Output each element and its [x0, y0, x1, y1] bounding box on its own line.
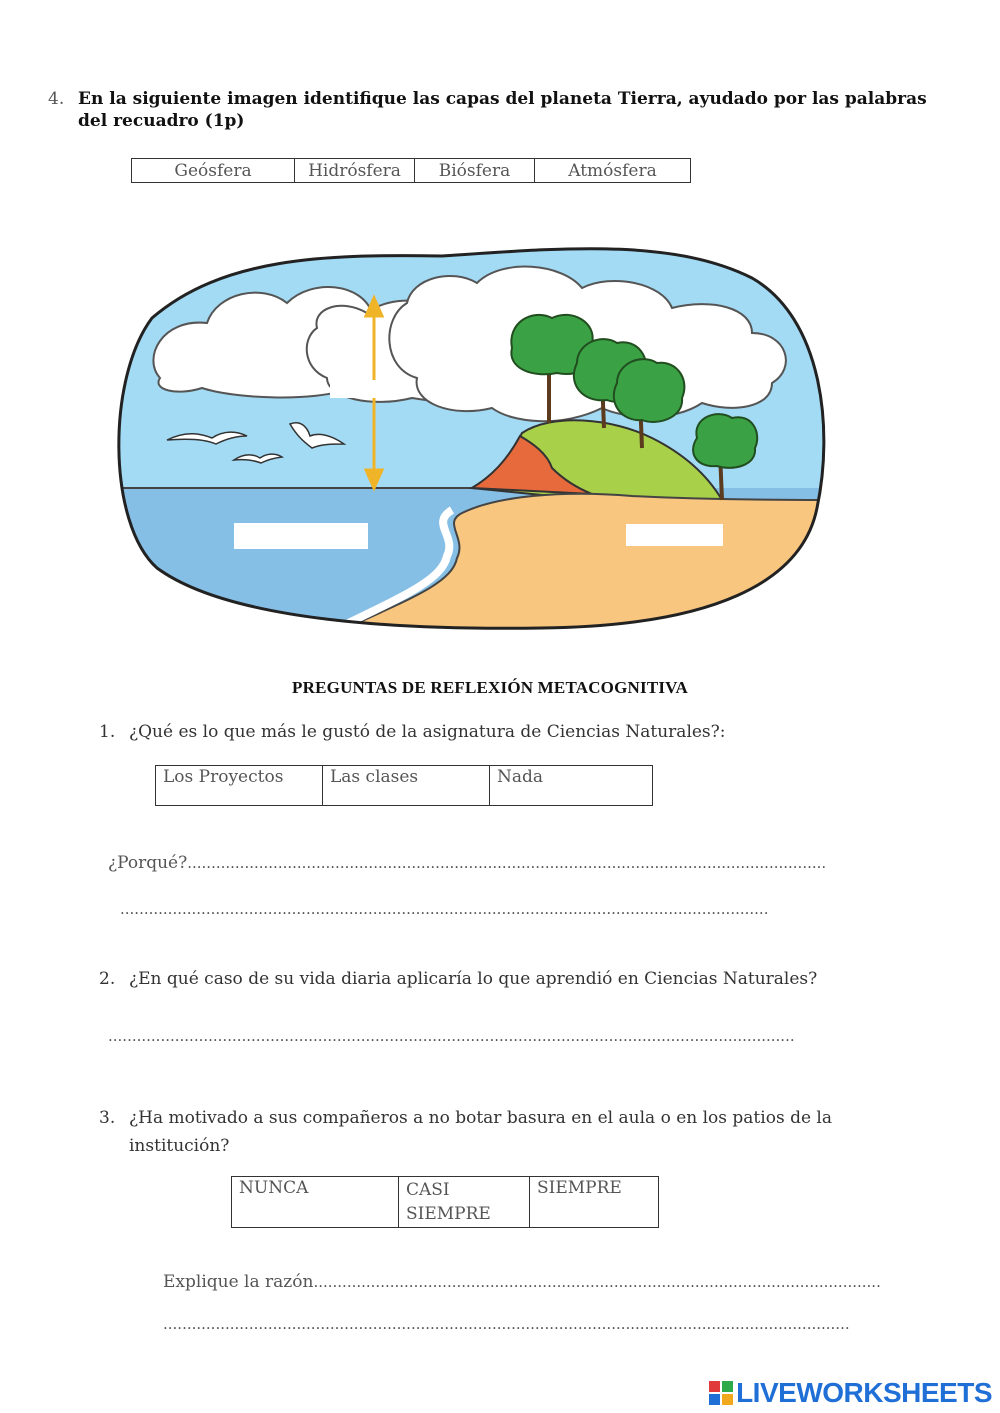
question-text-line-2: institución?	[129, 1136, 230, 1156]
option-proyectos[interactable]: Los Proyectos	[156, 766, 323, 806]
options-table-q3	[231, 1176, 659, 1228]
earth-layers-illustration	[112, 238, 834, 630]
question-text-line-1: ¿Ha motivado a sus compañeros a no botar basura en el aula o en los patios de la	[129, 1108, 832, 1128]
option-nunca[interactable]: NUNCA	[232, 1177, 399, 1228]
liveworksheets-logo	[709, 1376, 992, 1410]
why-answer-line[interactable]: ¿Porqué?......................................................................................................................................	[108, 853, 827, 873]
answer-blank-atmosphere[interactable]	[330, 380, 380, 398]
question-text: ¿Qué es lo que más le gustó de la asignatura de Ciencias Naturales?:	[129, 722, 726, 742]
q2-answer-line[interactable]: ................................................................................................................................................	[108, 1027, 795, 1045]
option-nada[interactable]: Nada	[490, 766, 653, 806]
question-number: 2.	[99, 969, 116, 989]
reflection-question-1	[99, 718, 959, 746]
answer-blank-geosphere[interactable]	[626, 524, 723, 546]
question-number: 3.	[99, 1108, 116, 1128]
option-clases[interactable]: Las clases	[323, 766, 490, 806]
logo-text: LIVEWORKSHEETS	[736, 1377, 992, 1408]
why-answer-line-2[interactable]: ........................................................................................................................................	[120, 900, 769, 918]
question-text: ¿En qué caso de su vida diaria aplicaría lo que aprendió en Ciencias Naturales?	[129, 969, 818, 989]
word-bank	[131, 158, 691, 183]
reflection-question-3	[99, 1104, 959, 1160]
word-geosfera: Geósfera	[132, 159, 295, 183]
question-number: 1.	[99, 722, 116, 742]
logo-icon	[709, 1381, 733, 1405]
word-hidrosfera: Hidrósfera	[295, 159, 415, 183]
explain-label: Explique la razón	[163, 1272, 314, 1292]
explain-answer-line-2[interactable]: ................................................................................................................................................	[163, 1315, 850, 1333]
option-siempre[interactable]: SIEMPRE	[530, 1177, 659, 1228]
explain-answer-line[interactable]: Explique la razón.......................................................................................................................	[163, 1272, 881, 1292]
section-title: PREGUNTAS DE REFLEXIÓN METACOGNITIVA	[292, 678, 688, 697]
word-biosfera: Biósfera	[415, 159, 535, 183]
word-atmosfera: Atmósfera	[535, 159, 691, 183]
option-casi-siempre[interactable]: CASI SIEMPRE	[399, 1177, 530, 1228]
options-table-q1	[155, 765, 653, 806]
reflection-question-2	[99, 965, 959, 993]
answer-blank-hydrosphere[interactable]	[234, 523, 368, 549]
why-label: ¿Porqué?	[108, 853, 188, 873]
question-number: 4.	[48, 89, 65, 109]
question-text: En la siguiente imagen identifique las capas del planeta Tierra, ayudado por las palabras del recuadro (1p)	[78, 89, 927, 131]
